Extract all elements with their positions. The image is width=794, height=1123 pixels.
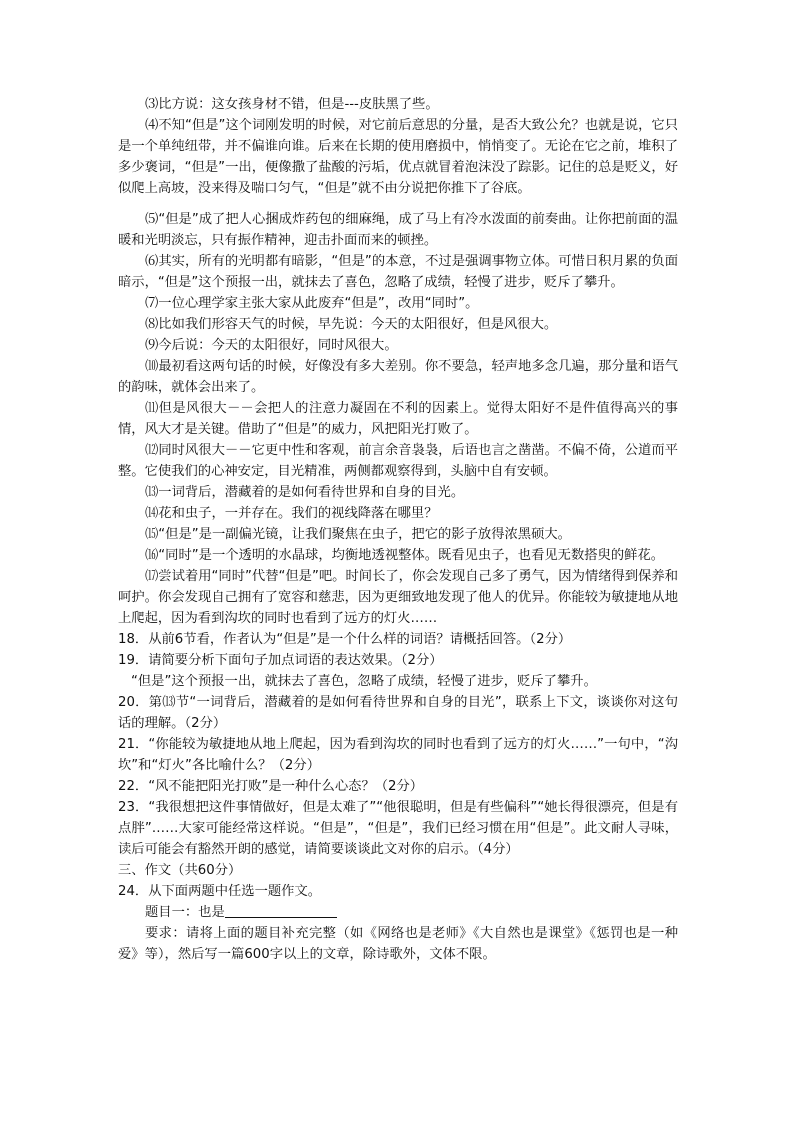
paragraph-4: ⑷不知“但是”这个词刚发明的时候，对它前后意思的分量，是否大致公允？也就是说，它只是一个单纯纽带，并不偏谁向谁。后来在长期的使用磨损中，悄悄变了。无论在它之前，堆积了多少褒词，“但是”一出，便像撒了盐酸的污垢，优点就冒着泡沫没了踪影。记住的总是贬义，好似爬上高坡，没来得及喘口匀气，“但是”就不由分说把你推下了谷底。 (118, 118, 678, 196)
paragraph-6: ⑹其实，所有的光明都有暗影，“但是”的本意，不过是强调事物立体。可惜日积月累的负面暗示，“但是”这个预报一出，就抹去了喜色，忽略了成绩，轻慢了进步，贬斥了攀升。 (118, 254, 678, 290)
paragraph-9: ⑼今后说：今天的太阳很好，同时风很大。 (145, 338, 398, 353)
composition-title-line (118, 902, 678, 923)
paragraph-8: ⑻比如我们形容天气的时候，早先说：今天的太阳很好，但是风很大。 (145, 317, 558, 332)
question-23: 23．“我很想把这件事情做好，但是太难了”“他很聪明，但是有些偏科”“她长得很漂亮，但是有点胖”……大家可能经常这样说。“但是”，“但是”，我们已经习惯在用“但是”。此文耐人寻味，读后可能会有豁然开朗的感觉，请简要谈谈此文对你的启示。（4分） (118, 800, 678, 857)
paragraph-11: ⑾但是风很大－－会把人的注意力凝固在不利的因素上。觉得太阳好不是件值得高兴的事情，风大才是关键。借助了“但是”的威力，风把阳光打败了。 (118, 401, 678, 437)
paragraph-12: ⑿同时风很大－－它更中性和客观，前言余音袅袅，后语也言之凿凿。不偏不倚，公道而平整。它使我们的心神安定，目光精准，两侧都观察得到，头脑中自有安顿。 (118, 443, 678, 479)
composition-requirement: 要求：请将上面的题目补充完整（如《网络也是老师》《大自然也是课堂》《惩罚也是一种爱》等），然后写一篇600字以上的文章，除诗歌外，文体不限。 (118, 926, 678, 962)
question-19-quote: “但是”这个预报一出，就抹去了喜色，忽略了成绩，轻慢了进步，贬斥了攀升。 (131, 674, 597, 689)
question-22: 22．“风不能把阳光打败”是一种什么心态？（2分） (118, 779, 424, 794)
paragraph-gap (118, 199, 678, 209)
question-21: 21．“你能较为敏捷地从地上爬起，因为看到沟坎的同时也看到了远方的灯火……”一句中，“沟坎”和“灯火”各比喻什么？（2分） (118, 737, 678, 773)
title-blank (225, 903, 337, 918)
question-20: 20．第⒀节“一词背后，潜藏着的是如何看待世界和自身的目光”，联系上下文，谈谈你对这句话的理解。（2分） (118, 695, 678, 731)
question-19: 19．请简要分析下面句子加点词语的表达效果。（2分） (118, 653, 443, 668)
composition-title-label: 题目一：也是 (145, 905, 225, 920)
question-18: 18．从前6节看，作者认为“但是”是一个什么样的词语？请概括回答。（2分） (118, 632, 572, 647)
paragraph-14: ⒁花和虫子，一并存在。我们的视线降落在哪里？ (145, 506, 438, 521)
paragraph-17: ⒄尝试着用“同时”代替“但是”吧。时间长了，你会发现自己多了勇气，因为情绪得到保养和呵护。你会发现自己拥有了宽容和慈悲，因为更细致地发现了他人的优异。你能较为敏捷地从地上爬起，因为看到沟坎的同时也看到了远方的灯火…… (118, 569, 678, 626)
composition-heading: 三、作文（共60分） (118, 863, 242, 878)
paragraph-13: ⒀一词背后，潜藏着的是如何看待世界和自身的目光。 (145, 485, 465, 500)
document-page (118, 94, 678, 965)
paragraph-3: ⑶比方说：这女孩身材不错，但是---皮肤黑了些。 (145, 97, 439, 112)
question-24: 24．从下面两题中任选一题作文。 (118, 884, 322, 899)
paragraph-10: ⑽最初看这两句话的时候，好像没有多大差别。你不要急，轻声地多念几遍，那分量和语气的韵味，就体会出来了。 (118, 359, 678, 395)
paragraph-16: ⒃“同时”是一个透明的水晶球，均衡地透视整体。既看见虫子，也看见无数搭臾的鲜花。 (145, 548, 665, 563)
paragraph-15: ⒂“但是”是一副偏光镜，让我们聚焦在虫子，把它的影子放得浓黑硕大。 (145, 527, 571, 542)
paragraph-7: ⑺一位心理学家主张大家从此废弃“但是”，改用“同时”。 (145, 296, 479, 311)
paragraph-5: ⑸“但是”成了把人心捆成炸药包的细麻绳，成了马上有冷水泼面的前奏曲。让你把前面的温暖和光明淡忘，只有振作精神，迎击扑面而来的顿挫。 (118, 212, 678, 248)
